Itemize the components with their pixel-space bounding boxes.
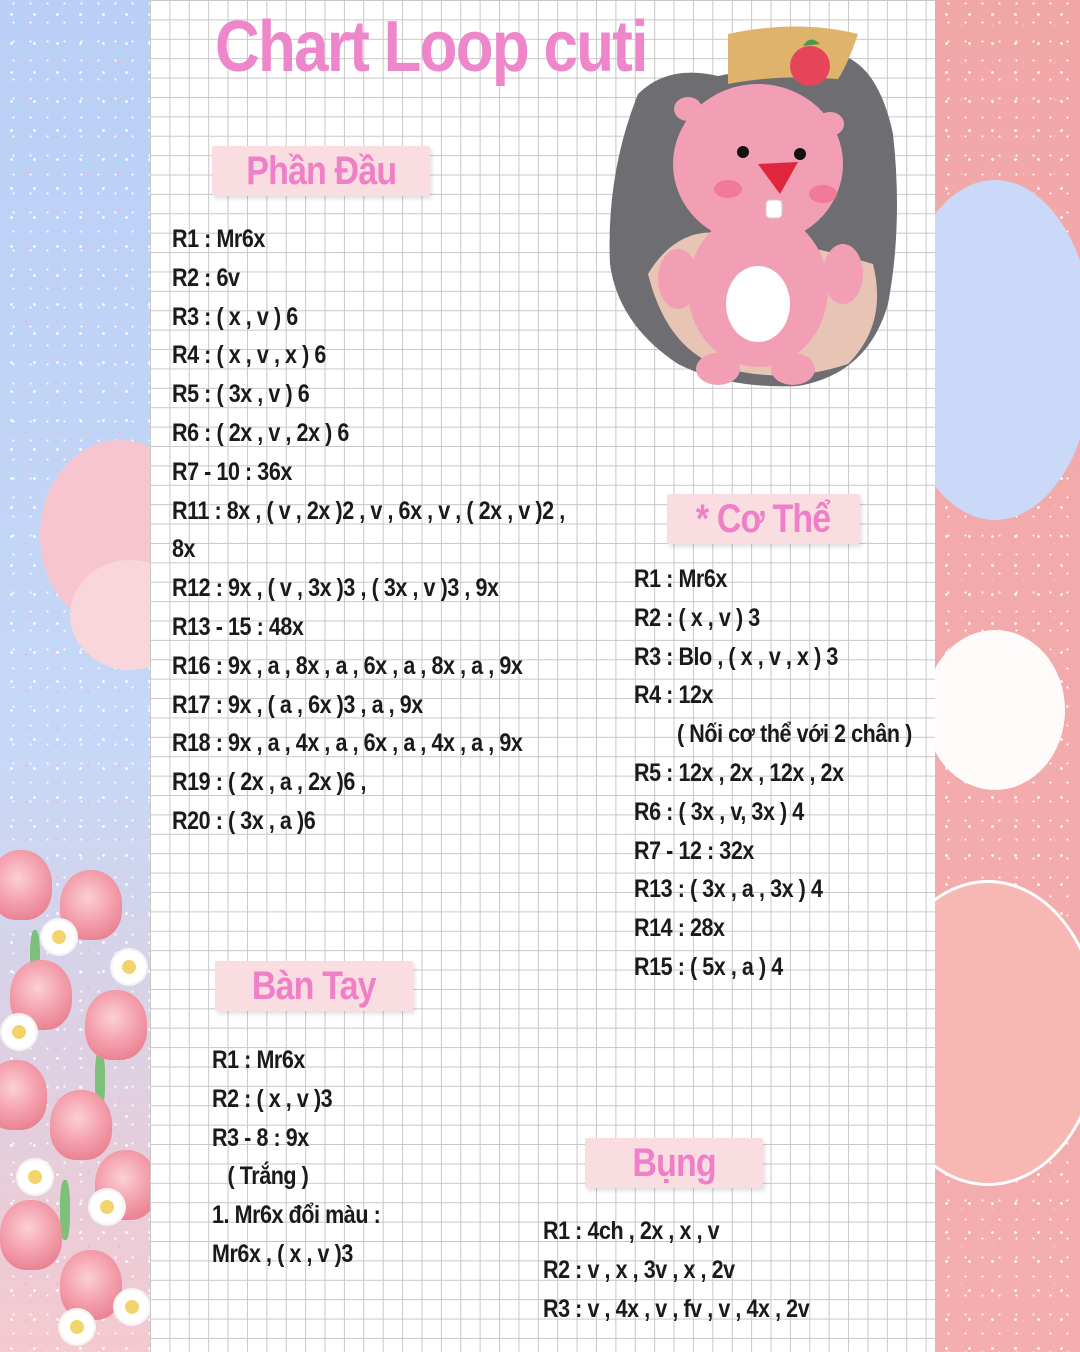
row: R6 : ( 3x , v, 3x ) 4 — [634, 797, 804, 826]
row: 8x — [172, 535, 196, 564]
row: R1 : Mr6x — [212, 1046, 305, 1074]
daisy-icon — [90, 1190, 124, 1224]
row: R3 : ( x , v ) 6 — [172, 302, 298, 331]
section-belly-title: Bụng — [632, 1140, 716, 1185]
row: R6 : ( 2x , v , 2x ) 6 — [172, 418, 349, 447]
daisy-icon — [42, 920, 76, 954]
left-background-panel — [0, 0, 150, 1352]
row-note: ( Trắng ) — [227, 1162, 309, 1191]
row: R3 : v , 4x , v , fv , v , 4x , 2v — [543, 1294, 810, 1323]
daisy-icon — [2, 1015, 36, 1049]
tulip-icon — [0, 850, 52, 920]
section-hand-title: Bàn Tay — [252, 963, 376, 1008]
section-head-title: Phần Đầu — [245, 148, 396, 193]
row: R4 : 12x — [634, 681, 714, 710]
hand-rows — [212, 1041, 408, 1274]
daisy-icon — [115, 1290, 149, 1324]
row: R15 : ( 5x , a ) 4 — [634, 952, 783, 981]
amigurumi-photo — [608, 24, 903, 389]
row: R7 - 10 : 36x — [172, 457, 292, 486]
row: R11 : 8x , ( v , 2x )2 , v , 6x , v , ( 2x , v )2 , — [172, 496, 565, 525]
row: R1 : 4ch , 2x , x , v — [543, 1217, 720, 1245]
tulip-icon — [85, 990, 147, 1060]
row: Mr6x , ( x , v )3 — [212, 1239, 353, 1268]
row: R17 : 9x , ( a , 6x )3 , a , 9x — [172, 690, 423, 719]
row: R3 : Blo , ( x , v , x ) 3 — [634, 642, 838, 671]
section-body-title: * Cơ Thể — [696, 496, 831, 541]
head-rows — [172, 220, 629, 841]
row: R5 : 12x , 2x , 12x , 2x — [634, 758, 844, 787]
daisy-icon — [18, 1160, 52, 1194]
row: R2 : v , x , 3v , x , 2v — [543, 1255, 735, 1284]
row: R1 : Mr6x — [172, 225, 265, 253]
page-title: Chart Loop cuti — [215, 7, 647, 87]
row: R1 : Mr6x — [634, 565, 727, 593]
section-label-head — [212, 146, 430, 196]
row: R18 : 9x , a , 4x , a , 6x , a , 4x , a , 9x — [172, 729, 523, 758]
row: R3 - 8 : 9x — [212, 1123, 309, 1152]
row: R2 : ( x , v ) 3 — [634, 603, 760, 632]
strawberry-icon — [790, 46, 830, 86]
right-wave — [935, 180, 1080, 520]
row: R14 : 28x — [634, 914, 725, 943]
row: R7 - 12 : 32x — [634, 836, 754, 865]
tulip-icon — [50, 1090, 112, 1160]
row-note: ( Nối cơ thể với 2 chân ) — [677, 720, 912, 749]
row: R16 : 9x , a , 8x , a , 6x , a , 8x , a , 9x — [172, 651, 523, 680]
row: R20 : ( 3x , a )6 — [172, 806, 316, 835]
belly-rows — [543, 1212, 853, 1328]
row: R13 : ( 3x , a , 3x ) 4 — [634, 875, 823, 904]
daisy-icon — [112, 950, 146, 984]
tulip-icon — [60, 1250, 122, 1320]
section-label-hand — [215, 961, 413, 1011]
row: 1. Mr6x đổi màu : — [212, 1201, 381, 1230]
section-label-body — [667, 494, 860, 544]
row: R19 : ( 2x , a , 2x )6 , — [172, 768, 367, 797]
row: R2 : ( x , v )3 — [212, 1084, 333, 1113]
daisy-icon — [60, 1310, 94, 1344]
row: R4 : ( x , v , x ) 6 — [172, 341, 326, 370]
body-rows — [634, 560, 957, 987]
tulip-icon — [0, 1200, 62, 1270]
section-label-belly — [585, 1138, 763, 1188]
row: R13 - 15 : 48x — [172, 612, 304, 641]
row: R5 : ( 3x , v ) 6 — [172, 380, 310, 409]
row: R2 : 6v — [172, 263, 240, 292]
row: R12 : 9x , ( v , 3x )3 , ( 3x , v )3 , 9x — [172, 574, 499, 603]
